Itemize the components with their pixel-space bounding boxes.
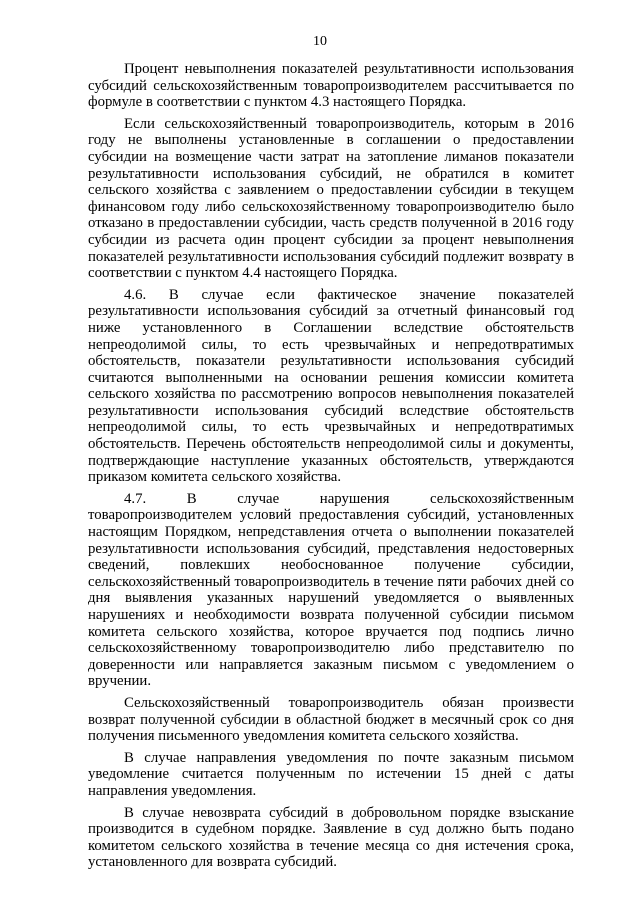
paragraph-court-recovery: В случае невозврата субсидий в добровольном порядке взыскание производится в судебном порядке. Заявление в суд должно быть подано комитетом сельского хозяйства в течение месяца со дня истечения срока, установленного для возврата субсидий. [88, 804, 574, 871]
paragraph-formula: Процент невыполнения показателей результативности использования субсидий сельскохозяйственным товаропроизводителем рассчитывается по формуле в соответствии с пунктом 4.3 настоящего Порядка. [88, 61, 574, 111]
paragraph-mail-notice: В случае направления уведомления по почте заказным письмом уведомление считается полученным по истечении 15 дней с даты направления уведомления. [88, 749, 574, 799]
paragraph-return-obligation: Сельскохозяйственный товаропроизводитель обязан произвести возврат полученной субсидии в областной бюджет в месячный срок со дня получения письменного уведомления комитета сельского хозяйства. [88, 694, 574, 745]
paragraph-4-7: 4.7. В случае нарушения сельскохозяйственным товаропроизводителем условий предоставления субсидий, установленных настоящим Порядком, непредставления отчета о выполнении показателей результативности использования субсидий, представления недостоверных сведений, повлекших необоснованное получение субсидии, сельскохозяйственный товаропроизводитель в течение пяти рабочих дней со дня выявления указанных нарушений уведомляется о выявленных нарушениях и необходимости возврата полученной субсидии письмом комитета сельского хозяйства, которое вручается под подпись лично сельскохозяйственному товаропроизводителю либо представителю по доверенности или направляется заказным письмом с уведомлением о вручении. [88, 490, 574, 690]
body-text [88, 61, 574, 871]
page-number: 10 [313, 34, 327, 49]
paragraph-2016-refund: Если сельскохозяйственный товаропроизводитель, которым в 2016 году не выполнены установленные в соглашении о предоставлении субсидии на возмещение части затрат на затопление лиманов показатели результативности использования субсидий, не обратился в комитет сельского хозяйства с заявлением о предоставлении субсидии в текущем финансовом году либо сельскохозяйственному товаропроизводителю было отказано в предоставлении субсидии, часть средств полученной в 2016 году субсидии из расчета один процент субсидии за процент невыполнения показателей результативности использования субсидий подлежит возврату в соответствии с пунктом 4.4 настоящего Порядка. [88, 115, 574, 282]
paragraph-4-6: 4.6. В случае если фактическое значение показателей результативности использования субсидий за отчетный финансовый год ниже установленного в Соглашении вследствие обстоятельств непреодолимой силы, то есть чрезвычайных и непредотвратимых обстоятельств, показатели результативности использования субсидий считаются выполненными на основании решения комиссии комитета сельского хозяйства по рассмотрению вопросов невыполнения показателей результативности использования субсидий вследствие обстоятельств непреодолимой силы, то есть чрезвычайных и непредотвратимых обстоятельств. Перечень обстоятельств непреодолимой силы и документы, подтверждающие наступление указанных обстоятельств, утверждаются приказом комитета сельского хозяйства. [88, 286, 574, 486]
